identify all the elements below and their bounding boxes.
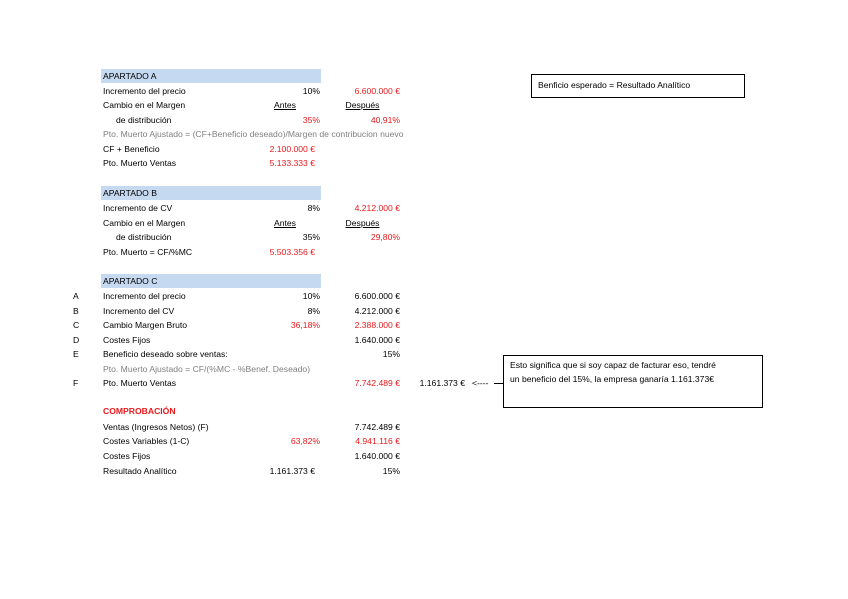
c-row-letter: B: [73, 306, 79, 316]
b-despues-header: Después: [345, 218, 380, 228]
c-row-letter: D: [73, 335, 80, 345]
a-row6-value: 5.133.333 €: [269, 158, 315, 168]
a-row6-label: Pto. Muerto Ventas: [103, 158, 177, 168]
apartado-c-title: APARTADO C: [103, 276, 158, 286]
comprobacion-title: COMPROBACIÓN: [103, 406, 176, 416]
comp-row-label: Resultado Analítico: [103, 466, 177, 476]
c-row-letter: E: [73, 349, 79, 359]
c-rowf-extra: 1.161.373 €: [419, 378, 465, 388]
note-box-beneficio-text: Benficio esperado = Resultado Analítico: [538, 80, 691, 90]
b-row4-value: 5.503.356 €: [269, 247, 315, 257]
comp-row-value: 4.941.116 €: [355, 436, 400, 446]
a-despues-header: Después: [345, 100, 380, 110]
c-row-value: 1.640.000 €: [354, 335, 400, 345]
c-rowf-label: Pto. Muerto Ventas: [103, 378, 177, 388]
a-row1-value: 6.600.000 €: [354, 86, 400, 96]
note-box-line2: un beneficio del 15%, la empresa ganaría 1.161.373€: [510, 374, 715, 384]
arrow-left-icon: <----: [472, 378, 489, 388]
c-row-value: 4.212.000 €: [354, 306, 400, 316]
comp-row-value: 1.640.000 €: [354, 451, 400, 461]
apartado-c-header: [101, 274, 321, 288]
c-row-label: Incremento del precio: [103, 291, 186, 301]
c-row-pct: 36,18%: [290, 320, 320, 330]
c-row-pct: 10%: [302, 291, 320, 301]
comp-row-left: 63,82%: [290, 436, 320, 446]
c-row-label: Incremento del CV: [103, 306, 175, 316]
a-formula: Pto. Muerto Ajustado = (CF+Beneficio deseado)/Margen de contribucion nuevo: [103, 129, 404, 139]
c-row-label: Cambio Margen Bruto: [103, 320, 188, 330]
a-antes-value: 35%: [302, 115, 320, 125]
comp-row-label: Costes Fijos: [103, 451, 151, 461]
c-row-value: 6.600.000 €: [354, 291, 400, 301]
apartado-a-header: [101, 69, 321, 83]
comp-row-left: 1.161.373 €: [269, 466, 315, 476]
c-row-letter: C: [73, 320, 80, 330]
comp-row-value: 15%: [382, 466, 400, 476]
note-box-explicacion: [503, 355, 763, 408]
a-despues-value: 40,91%: [370, 115, 400, 125]
a-row3-label: de distribución: [116, 115, 172, 125]
a-row1-label: Incremento del precio: [103, 86, 186, 96]
a-row5-value: 2.100.000 €: [269, 144, 315, 154]
c-rowf-value: 7.742.489 €: [354, 378, 400, 388]
b-row1-value: 4.212.000 €: [354, 203, 400, 213]
c-row-label: Costes Fijos: [103, 335, 151, 345]
c-row-value: 15%: [382, 349, 400, 359]
comp-row-label: Ventas (Ingresos Netos) (F): [103, 422, 209, 432]
b-row1-pct: 8%: [307, 203, 320, 213]
note-box-line1: Esto significa que si soy capaz de facturar eso, tendré: [510, 360, 716, 370]
a-row1-pct: 10%: [302, 86, 320, 96]
b-row2-label: Cambio en el Margen: [103, 218, 186, 228]
a-row2-label: Cambio en el Margen: [103, 100, 186, 110]
b-antes-value: 35%: [302, 232, 320, 242]
a-row5-label: CF + Beneficio: [103, 144, 160, 154]
b-despues-value: 29,80%: [370, 232, 400, 242]
c-row-label: Beneficio deseado sobre ventas:: [103, 349, 228, 359]
comp-row-value: 7.742.489 €: [354, 422, 400, 432]
note-box-beneficio: [531, 74, 745, 98]
c-formula: Pto. Muerto Ajustado = CF/(%MC - %Benef. Deseado): [103, 364, 311, 374]
c-row-value: 2.388.000 €: [354, 320, 400, 330]
b-antes-header: Antes: [274, 218, 296, 228]
c-rowf-letter: F: [73, 378, 79, 388]
apartado-a-title: APARTADO A: [103, 71, 157, 81]
a-antes-header: Antes: [274, 100, 296, 110]
b-row4-label: Pto. Muerto = CF/%MC: [103, 247, 193, 257]
apartado-b-title: APARTADO B: [103, 188, 157, 198]
b-row1-label: Incremento de CV: [103, 203, 173, 213]
comp-row-label: Costes Variables (1-C): [103, 436, 190, 446]
c-row-pct: 8%: [307, 306, 320, 316]
b-row3-label: de distribución: [116, 232, 172, 242]
c-row-letter: A: [73, 291, 79, 301]
apartado-b-header: [101, 186, 321, 200]
